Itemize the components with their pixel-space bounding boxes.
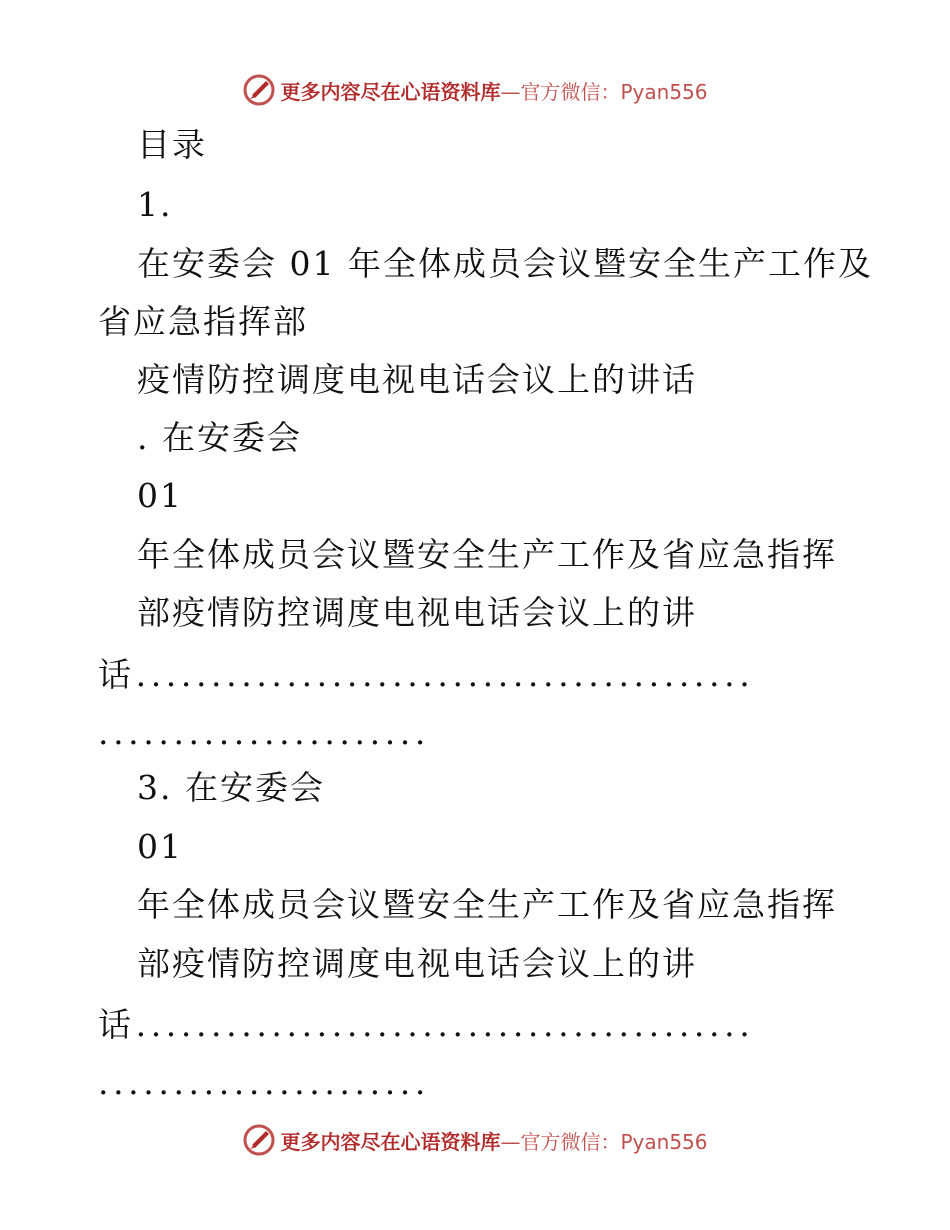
banner-text <box>280 1126 707 1155</box>
banner-main: 更多内容尽在心语资料库 <box>280 79 501 104</box>
toc-text-line: 01 <box>137 827 183 866</box>
toc-leader-line: ...................... <box>98 1063 430 1102</box>
toc-leader-line: 话......................................... <box>98 1005 755 1044</box>
banner-main: 更多内容尽在心语资料库 <box>280 1129 501 1154</box>
header-banner <box>0 70 950 110</box>
toc-text-line: . 在安委会 <box>137 418 302 457</box>
toc-item-number: 3. 在安委会 <box>137 768 325 807</box>
toc-text-line: 01 <box>137 476 183 515</box>
toc-text-line: 疫情防控调度电视电话会议上的讲话 <box>137 360 697 399</box>
toc-text-line: 部疫情防控调度电视电话会议上的讲 <box>137 593 697 632</box>
toc-leader-line: 话......................................... <box>98 655 755 694</box>
toc-text-line: 在安委会 01 年全体成员会议暨安全生产工作及 <box>137 244 873 283</box>
footer-banner <box>0 1120 950 1160</box>
toc-text-line: 省应急指挥部 <box>98 302 308 341</box>
logo-icon <box>242 73 276 107</box>
toc-item-number: 1. <box>137 185 173 224</box>
banner-handle: Pyan556 <box>620 1129 708 1154</box>
toc-heading: 目录 <box>137 125 207 164</box>
banner-text <box>280 76 707 105</box>
toc-text-line: 年全体成员会议暨安全生产工作及省应急指挥 <box>137 535 837 574</box>
banner-sep: —官方微信： <box>500 1129 621 1154</box>
banner-handle: Pyan556 <box>620 79 708 104</box>
toc-leader-line: ...................... <box>98 713 430 752</box>
toc-text-line: 年全体成员会议暨安全生产工作及省应急指挥 <box>137 885 837 924</box>
banner-sep: —官方微信： <box>500 79 621 104</box>
toc-text-line: 部疫情防控调度电视电话会议上的讲 <box>137 944 697 983</box>
logo-icon <box>242 1123 276 1157</box>
